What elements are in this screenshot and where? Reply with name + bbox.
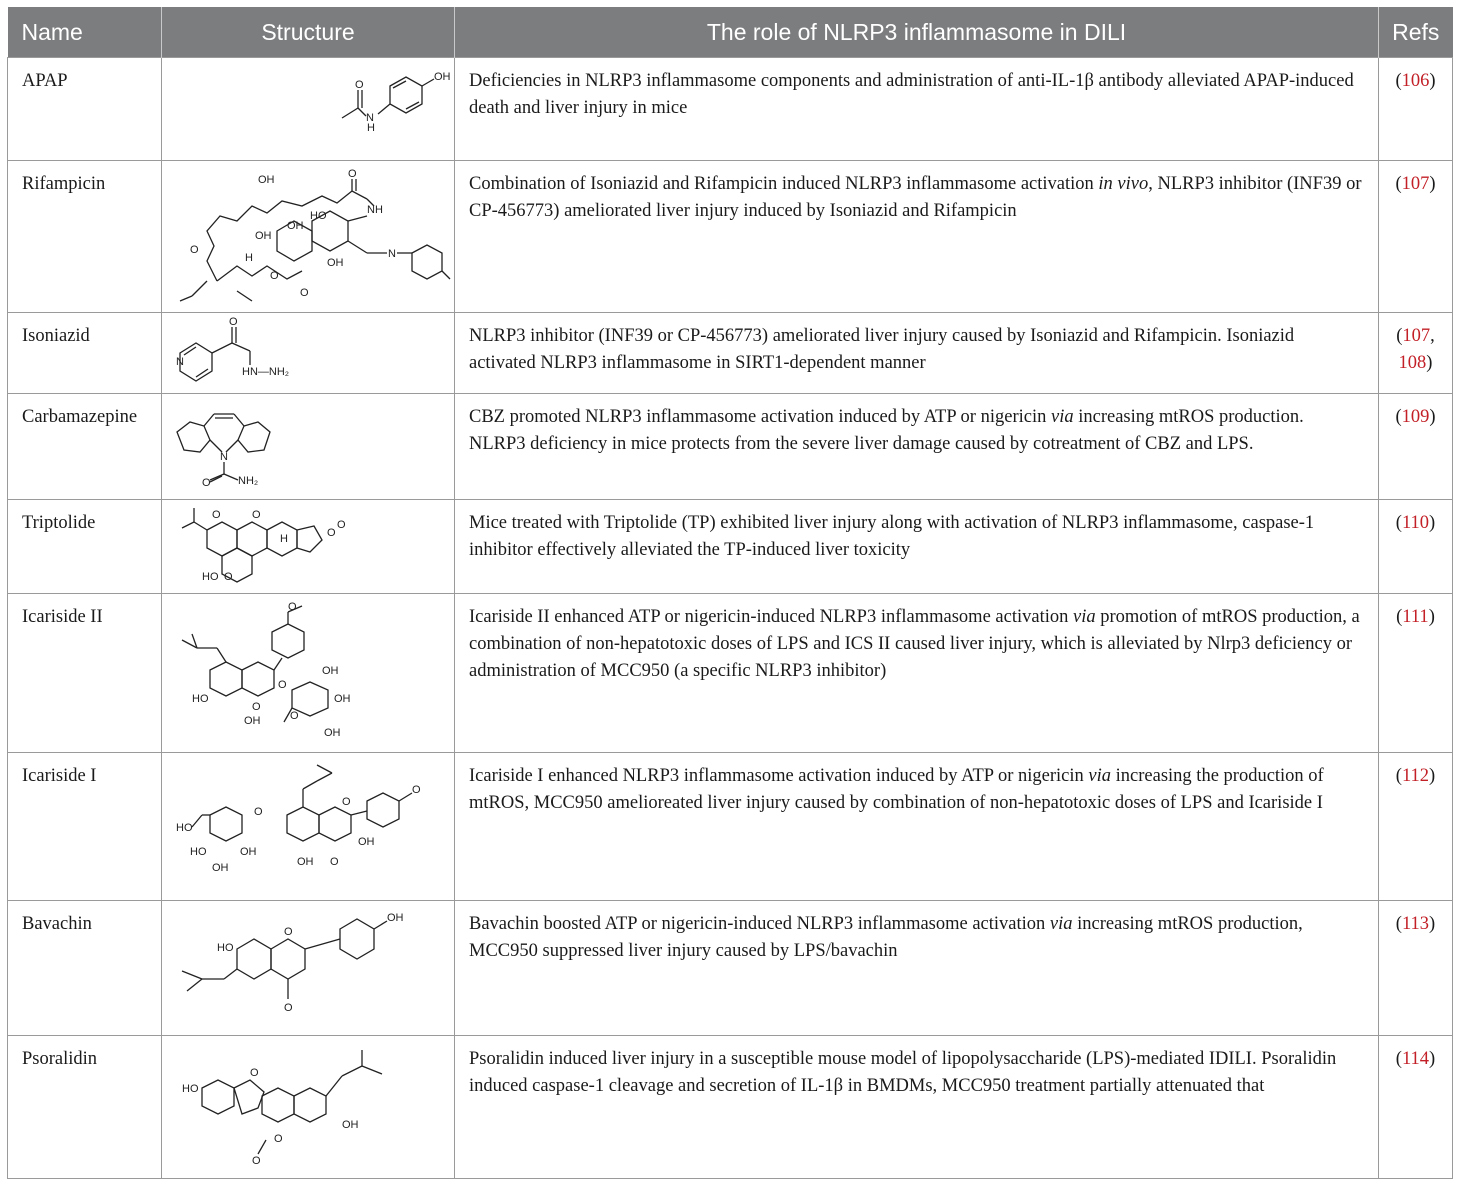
svg-text:NH₂: NH₂ [238,475,259,487]
header-refs: Refs [1379,7,1453,58]
svg-text:O: O [229,316,238,328]
svg-text:HN—NH₂: HN—NH₂ [242,366,290,378]
header-structure: Structure [162,7,455,58]
ref-link[interactable]: 107 [1401,174,1430,194]
bavachin-structure-icon [162,901,452,1033]
table-row [8,394,1453,500]
ref-link[interactable]: 110 [1401,513,1430,533]
ref-link[interactable]: 114 [1401,1049,1430,1069]
header-role: The role of NLRP3 inflammasome in DILI [455,7,1379,58]
svg-text:OH: OH [342,1119,359,1131]
svg-text:O: O [274,1133,283,1145]
svg-text:O: O [278,679,287,691]
svg-text:O: O [300,287,309,299]
ref-link[interactable]: 111 [1402,607,1429,627]
svg-text:O: O [284,926,293,938]
refs-cell: (112) [1379,753,1453,901]
svg-text:OH: OH [258,174,275,186]
svg-text:N: N [176,356,184,368]
drug-name: Isoniazid [8,313,162,394]
nlrp3-dili-table [7,7,1453,1179]
svg-text:O: O [252,701,261,713]
drug-name: Triptolide [8,500,162,594]
role-text: Bavachin boosted ATP or nigericin-induced NLRP3 inflammasome activation via increasing mtROS production, MCC950 suppressed liver injury caused by LPS/bavachin [455,901,1379,1036]
svg-text:OH: OH [297,856,314,868]
table-row [8,500,1453,594]
svg-text:O: O [290,710,299,722]
rifampicin-structure-icon [162,161,452,311]
refs-cell: (110) [1379,500,1453,594]
ref-link[interactable]: 109 [1401,407,1430,427]
carbamazepine-structure-icon [162,394,452,494]
drug-name: Bavachin [8,901,162,1036]
role-text: Icariside I enhanced NLRP3 inflammasome activation induced by ATP or nigericin via increasing the production of mtROS, MCC950 amelioreated liver injury caused by combination of non-hepatotoxic doses of LPS and Icariside I [455,753,1379,901]
svg-text:OH: OH [387,912,404,924]
refs-cell: (106) [1379,58,1453,161]
svg-text:O: O [355,79,364,91]
svg-text:HO: HO [310,210,327,222]
table-row [8,594,1453,753]
svg-text:OH: OH [212,862,229,874]
svg-text:O: O [252,1155,261,1167]
ref-link[interactable]: 112 [1401,766,1430,786]
table-row [8,901,1453,1036]
svg-text:OH: OH [255,230,272,242]
svg-text:HO: HO [217,942,234,954]
svg-text:O: O [212,509,221,521]
svg-text:O: O [342,796,351,808]
svg-text:O: O [412,784,421,796]
table-row [8,753,1453,901]
svg-text:O: O [348,168,357,180]
table-row [8,161,1453,313]
icariside-i-structure-icon [162,753,452,899]
svg-text:NH: NH [367,204,383,216]
ref-link[interactable]: 107 [1402,326,1431,346]
refs-cell: (114) [1379,1036,1453,1179]
svg-text:HO: HO [202,571,219,583]
svg-text:O: O [288,601,297,613]
svg-text:O: O [250,1067,259,1079]
svg-text:N: N [366,112,374,124]
svg-text:O: O [330,856,339,868]
svg-text:O: O [337,519,346,531]
triptolide-structure-icon [162,500,452,592]
drug-name: APAP [8,58,162,161]
role-text: NLRP3 inhibitor (INF39 or CP-456773) ameliorated liver injury caused by Isoniazid and Rifampicin. Isoniazid activated NLRP3 inflammasome in SIRT1-dependent manner [455,313,1379,394]
refs-cell: (109) [1379,394,1453,500]
svg-text:OH: OH [324,727,341,739]
ref-link[interactable]: 113 [1401,914,1430,934]
svg-text:OH: OH [434,71,451,83]
refs-cell: (107, 108) [1379,313,1453,394]
role-text: Mice treated with Triptolide (TP) exhibited liver injury along with activation of NLRP3 inflammasome, caspase-1 inhibitor effectively alleviated the TP-induced liver toxicity [455,500,1379,594]
svg-text:O: O [327,527,336,539]
svg-text:H: H [280,533,288,545]
svg-text:N: N [220,451,228,463]
table-row [8,313,1453,394]
drug-name: Icariside I [8,753,162,901]
svg-text:OH: OH [287,220,304,232]
role-text: Icariside II enhanced ATP or nigericin-induced NLRP3 inflammasome activation via promotion of mtROS production, a combination of non-hepatotoxic doses of LPS and ICS II caused liver injury, which is alleviated by Nlrp3 deficiency or administration of MCC950 (a specific NLRP3 inhibitor) [455,594,1379,753]
role-text: Psoralidin induced liver injury in a susceptible mouse model of lipopolysaccharide (LPS)-mediated IDILI. Psoralidin induced caspase-1 cleavage and secretion of IL-1β in BMDMs, MCC950 treatment partially attenuated that [455,1036,1379,1179]
svg-text:O: O [190,244,199,256]
role-text: Combination of Isoniazid and Rifampicin induced NLRP3 inflammasome activation in vivo, NLRP3 inhibitor (INF39 or CP-456773) ameliorated liver injury induced by Isoniazid and Rifampicin [455,161,1379,313]
psoralidin-structure-icon [162,1036,452,1176]
svg-text:O: O [284,1002,293,1014]
ref-link[interactable]: 108 [1398,353,1427,373]
header-name: Name [8,7,162,58]
svg-text:OH: OH [327,257,344,269]
isoniazid-structure-icon [162,313,452,393]
svg-text:O: O [202,477,211,489]
table-row [8,58,1453,161]
apap-structure-icon [162,58,452,158]
icariside-ii-structure-icon [162,594,452,752]
refs-cell: (113) [1379,901,1453,1036]
svg-text:OH: OH [358,836,375,848]
drug-name: Psoralidin [8,1036,162,1179]
drug-name: Icariside II [8,594,162,753]
refs-cell: (107) [1379,161,1453,313]
svg-text:OH: OH [244,715,261,727]
svg-text:O: O [270,270,279,282]
drug-name: Carbamazepine [8,394,162,500]
table-row [8,1036,1453,1179]
svg-text:O: O [254,806,263,818]
refs-cell: (111) [1379,594,1453,753]
svg-text:OH: OH [334,693,351,705]
svg-text:O: O [224,571,233,583]
svg-text:OH: OH [240,846,257,858]
svg-text:H: H [245,252,253,264]
svg-text:H: H [367,122,375,134]
role-text: CBZ promoted NLRP3 inflammasome activation induced by ATP or nigericin via increasing mtROS production. NLRP3 deficiency in mice protects from the severe liver damage caused by cotreatment of CBZ and LPS. [455,394,1379,500]
svg-text:N: N [388,248,396,260]
svg-text:O: O [252,509,261,521]
table-header-row [8,7,1453,58]
svg-text:HO: HO [176,822,193,834]
svg-text:HO: HO [190,846,207,858]
role-text: Deficiencies in NLRP3 inflammasome components and administration of anti-IL-1β antibody alleviated APAP-induced death and liver injury in mice [455,58,1379,161]
svg-text:HO: HO [192,693,209,705]
ref-link[interactable]: 106 [1401,71,1430,91]
svg-text:HO: HO [182,1083,199,1095]
svg-text:OH: OH [322,665,339,677]
drug-name: Rifampicin [8,161,162,313]
